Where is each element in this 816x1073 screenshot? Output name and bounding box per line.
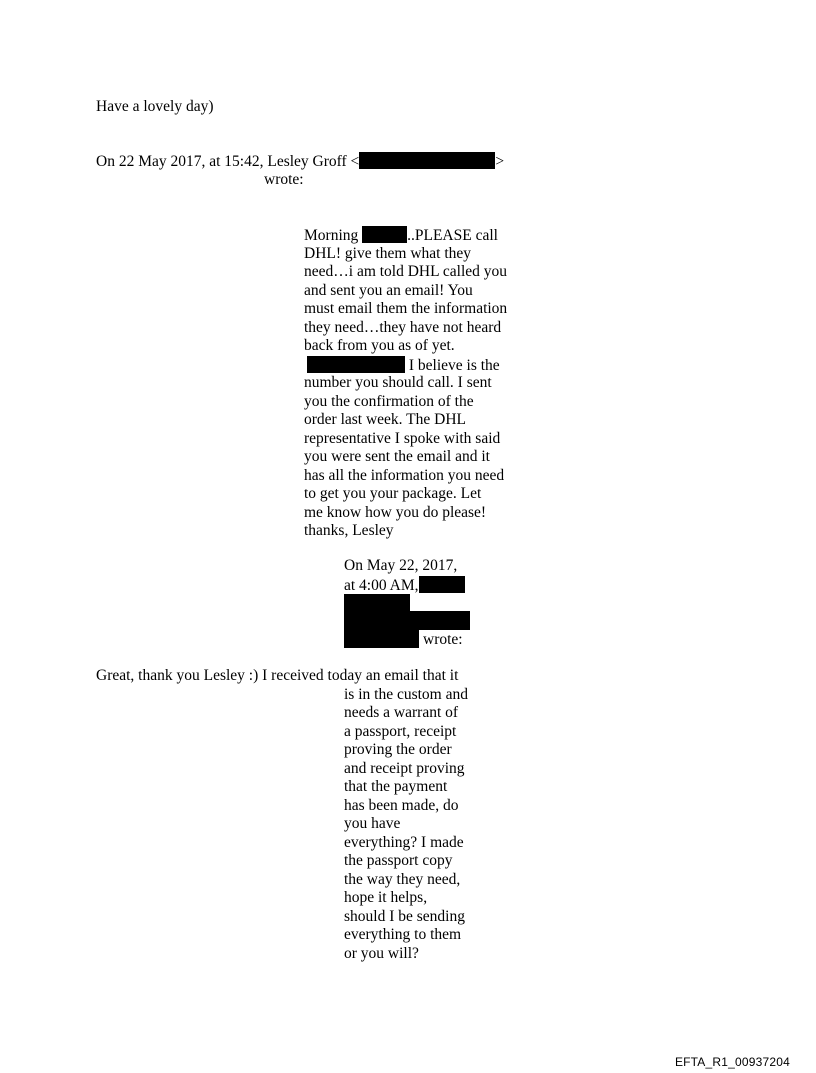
redaction-block (359, 152, 495, 169)
reply-line: is in the custom and (344, 685, 468, 703)
quote1-line: me know how you do please! (304, 503, 487, 521)
redaction-block (307, 356, 405, 373)
quote-header-2-line1: On May 22, 2017, (344, 557, 458, 574)
reply-line: or you will? (344, 944, 419, 962)
quote1-line: has all the information you need (304, 466, 505, 484)
reply-first-line: Great, thank you Lesley :) I received today an email that it (96, 667, 459, 684)
quote-header-2-line2 (344, 576, 465, 596)
document-id-footer: EFTA_R1_00937204 (674, 1055, 790, 1069)
quote1-line: DHL! give them what they (304, 244, 472, 262)
reply-line: proving the order (344, 741, 452, 758)
quote1-line: must email them the information (304, 300, 508, 317)
reply-line: hope it helps, (344, 889, 428, 906)
quote1-line-morning (304, 226, 498, 246)
quote-header-2-wrote: wrote: (423, 631, 463, 648)
quote1-line: they need…they have not heard (304, 318, 502, 336)
reply-line: that the payment (344, 778, 448, 795)
quote1-line: number you should call. I sent (304, 374, 492, 391)
reply-line: a passport, receipt (344, 722, 457, 740)
reply-line: everything to them (344, 926, 462, 943)
quote1-morning-text: Morning (304, 227, 363, 244)
quote1-line: thanks, Lesley (304, 522, 394, 539)
reply-line: and receipt proving (344, 759, 465, 777)
redaction-block (419, 576, 465, 593)
quote1-line-phone (307, 356, 500, 376)
quote1-line: to get you your package. Let (304, 485, 482, 502)
quote-header-2-time: at 4:00 AM, (344, 576, 419, 594)
quote1-line: order last week. The DHL (304, 411, 466, 428)
reply-line: everything? I made (344, 833, 464, 851)
redaction-block (362, 226, 407, 243)
quote1-line: you the confirmation of the (304, 392, 474, 410)
quote1-line: need…i am told DHL called you (304, 263, 508, 280)
reply-line: needs a warrant of (344, 704, 459, 721)
quote-header-1 (96, 152, 504, 172)
reply-line: you have (344, 815, 401, 832)
reply-line: the way they need, (344, 870, 461, 888)
redaction-block (344, 594, 410, 612)
quote1-line: and sent you an email! You (304, 281, 473, 299)
redaction-block (344, 630, 419, 648)
quote-header-1-suffix: > (495, 153, 505, 170)
reply-line: has been made, do (344, 796, 459, 814)
quote1-believe-text: I believe is the (405, 356, 500, 374)
quote1-morning-rest: ..PLEASE call (407, 227, 498, 244)
quote1-line: representative I spoke with said (304, 429, 501, 447)
quote-header-1-prefix: On 22 May 2017, at 15:42, Lesley Groff < (96, 153, 360, 170)
redaction-block (344, 611, 470, 630)
reply-line: should I be sending (344, 907, 465, 925)
quote1-line: back from you as of yet. (304, 337, 455, 354)
quote-header-1-wrote: wrote: (264, 171, 304, 188)
sign-off-text: Have a lovely day) (96, 98, 214, 115)
quote1-line: you were sent the email and it (304, 448, 490, 465)
reply-line: the passport copy (344, 852, 453, 869)
